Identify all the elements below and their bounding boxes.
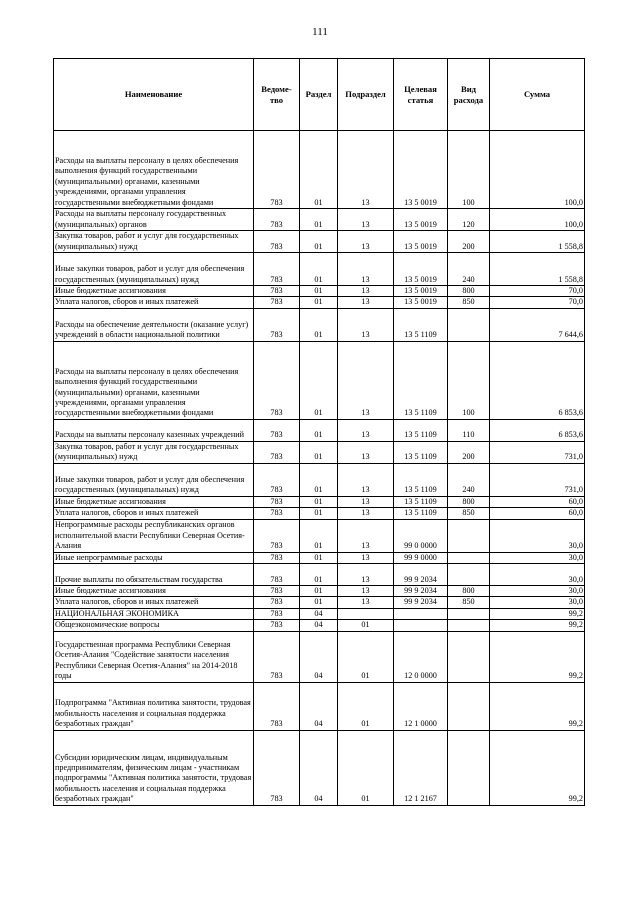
cell-name: Иные непрограммные расходы bbox=[54, 552, 254, 563]
cell-sum: 99,2 bbox=[490, 620, 585, 631]
cell-target: 13 5 1109 bbox=[394, 308, 448, 341]
cell-target: 13 5 1109 bbox=[394, 419, 448, 441]
cell-name: Закупка товаров, работ и услуг для государственных (муниципальных) нужд bbox=[54, 231, 254, 253]
cell-dept: 783 bbox=[254, 341, 300, 419]
cell-subsection: 13 bbox=[338, 552, 394, 563]
table-row bbox=[54, 586, 585, 597]
cell-sum: 1 558,8 bbox=[490, 253, 585, 286]
cell-subsection: 13 bbox=[338, 419, 394, 441]
cell-target: 13 5 0019 bbox=[394, 131, 448, 209]
cell-subsection: 13 bbox=[338, 463, 394, 496]
table-row bbox=[54, 231, 585, 253]
cell-dept: 783 bbox=[254, 253, 300, 286]
cell-subsection: 01 bbox=[338, 682, 394, 730]
cell-section: 01 bbox=[300, 496, 338, 507]
cell-expense: 100 bbox=[448, 341, 490, 419]
cell-target: 13 5 1109 bbox=[394, 341, 448, 419]
cell-target: 13 5 0019 bbox=[394, 209, 448, 231]
cell-section: 01 bbox=[300, 308, 338, 341]
cell-dept: 783 bbox=[254, 297, 300, 308]
cell-expense bbox=[448, 564, 490, 586]
cell-section: 01 bbox=[300, 441, 338, 463]
header-subsection: Подраздел bbox=[338, 59, 394, 131]
cell-expense: 850 bbox=[448, 508, 490, 519]
cell-section: 01 bbox=[300, 508, 338, 519]
cell-name: Расходы на обеспечение деятельности (оказание услуг) учреждений в области национальной политики bbox=[54, 308, 254, 341]
cell-sum: 6 853,6 bbox=[490, 419, 585, 441]
cell-section: 01 bbox=[300, 519, 338, 552]
cell-expense bbox=[448, 730, 490, 805]
cell-dept: 783 bbox=[254, 597, 300, 608]
table-row bbox=[54, 564, 585, 586]
cell-name: Расходы на выплаты персоналу казенных учреждений bbox=[54, 419, 254, 441]
table-row bbox=[54, 730, 585, 805]
table-header-row bbox=[54, 59, 585, 131]
cell-name: Субсидии юридическим лицам, индивидуальным предпринимателям, физическим лицам - участникам подпрограммы "Активная политика занятости, трудовая мобильность населения и социальная поддержка безработных граждан" bbox=[54, 730, 254, 805]
cell-section: 04 bbox=[300, 730, 338, 805]
cell-target: 99 9 0000 bbox=[394, 552, 448, 563]
table-row bbox=[54, 620, 585, 631]
cell-target: 13 5 1109 bbox=[394, 463, 448, 496]
budget-table bbox=[53, 58, 585, 806]
cell-sum: 731,0 bbox=[490, 441, 585, 463]
cell-expense: 240 bbox=[448, 253, 490, 286]
cell-sum: 99,2 bbox=[490, 631, 585, 682]
cell-name: Уплата налогов, сборов и иных платежей bbox=[54, 597, 254, 608]
header-section: Раздел bbox=[300, 59, 338, 131]
cell-name: Иные закупки товаров, работ и услуг для обеспечения государственных (муниципальных) нужд bbox=[54, 463, 254, 496]
cell-sum: 30,0 bbox=[490, 597, 585, 608]
cell-target: 99 9 2034 bbox=[394, 564, 448, 586]
cell-expense: 110 bbox=[448, 419, 490, 441]
cell-subsection: 01 bbox=[338, 631, 394, 682]
cell-sum: 30,0 bbox=[490, 586, 585, 597]
cell-section: 01 bbox=[300, 131, 338, 209]
cell-dept: 783 bbox=[254, 441, 300, 463]
cell-subsection: 13 bbox=[338, 597, 394, 608]
cell-subsection: 13 bbox=[338, 253, 394, 286]
table-row bbox=[54, 631, 585, 682]
cell-sum: 1 558,8 bbox=[490, 231, 585, 253]
cell-subsection: 13 bbox=[338, 131, 394, 209]
cell-target: 13 5 0019 bbox=[394, 253, 448, 286]
cell-name: Иные бюджетные ассигнования bbox=[54, 586, 254, 597]
table-row bbox=[54, 441, 585, 463]
table-row bbox=[54, 308, 585, 341]
cell-expense: 800 bbox=[448, 286, 490, 297]
header-sum: Сумма bbox=[490, 59, 585, 131]
cell-name: Непрограммные расходы республиканских органов исполнительной власти Республики Северная Осетия-Алания bbox=[54, 519, 254, 552]
cell-sum: 731,0 bbox=[490, 463, 585, 496]
cell-sum: 30,0 bbox=[490, 564, 585, 586]
cell-target: 13 5 0019 bbox=[394, 297, 448, 308]
table-row bbox=[54, 682, 585, 730]
cell-target bbox=[394, 620, 448, 631]
cell-name: Иные бюджетные ассигнования bbox=[54, 286, 254, 297]
header-dept: Ведоме-тво bbox=[254, 59, 300, 131]
cell-name: Прочие выплаты по обязательствам государства bbox=[54, 564, 254, 586]
cell-section: 01 bbox=[300, 341, 338, 419]
cell-expense bbox=[448, 519, 490, 552]
cell-target: 99 9 2034 bbox=[394, 586, 448, 597]
cell-dept: 783 bbox=[254, 631, 300, 682]
cell-subsection: 13 bbox=[338, 308, 394, 341]
cell-section: 04 bbox=[300, 608, 338, 619]
cell-section: 01 bbox=[300, 297, 338, 308]
cell-target: 99 0 0000 bbox=[394, 519, 448, 552]
cell-expense: 120 bbox=[448, 209, 490, 231]
cell-name: Уплата налогов, сборов и иных платежей bbox=[54, 297, 254, 308]
cell-dept: 783 bbox=[254, 286, 300, 297]
cell-section: 01 bbox=[300, 463, 338, 496]
cell-section: 01 bbox=[300, 253, 338, 286]
cell-subsection: 13 bbox=[338, 519, 394, 552]
cell-target: 13 5 0019 bbox=[394, 286, 448, 297]
cell-name: Закупка товаров, работ и услуг для государственных (муниципальных) нужд bbox=[54, 441, 254, 463]
cell-expense bbox=[448, 682, 490, 730]
cell-subsection: 13 bbox=[338, 564, 394, 586]
cell-dept: 783 bbox=[254, 231, 300, 253]
table-row bbox=[54, 608, 585, 619]
table-row bbox=[54, 552, 585, 563]
cell-expense: 100 bbox=[448, 131, 490, 209]
cell-expense bbox=[448, 608, 490, 619]
cell-section: 01 bbox=[300, 231, 338, 253]
cell-expense: 850 bbox=[448, 597, 490, 608]
cell-sum: 70,0 bbox=[490, 286, 585, 297]
cell-sum: 100,0 bbox=[490, 209, 585, 231]
cell-subsection: 13 bbox=[338, 586, 394, 597]
cell-sum: 99,2 bbox=[490, 730, 585, 805]
cell-target: 12 1 2167 bbox=[394, 730, 448, 805]
table-row bbox=[54, 419, 585, 441]
cell-sum: 100,0 bbox=[490, 131, 585, 209]
table-row bbox=[54, 519, 585, 552]
cell-sum: 6 853,6 bbox=[490, 341, 585, 419]
header-expense: Вид расхода bbox=[448, 59, 490, 131]
table-row bbox=[54, 341, 585, 419]
cell-expense: 240 bbox=[448, 463, 490, 496]
cell-subsection: 13 bbox=[338, 286, 394, 297]
cell-expense bbox=[448, 308, 490, 341]
cell-dept: 783 bbox=[254, 552, 300, 563]
cell-dept: 783 bbox=[254, 209, 300, 231]
cell-section: 01 bbox=[300, 209, 338, 231]
table-row bbox=[54, 209, 585, 231]
cell-name: Уплата налогов, сборов и иных платежей bbox=[54, 508, 254, 519]
cell-section: 01 bbox=[300, 586, 338, 597]
cell-target: 13 5 0019 bbox=[394, 231, 448, 253]
header-target: Целевая статья bbox=[394, 59, 448, 131]
page-number: 111 bbox=[312, 26, 328, 38]
cell-sum: 99,2 bbox=[490, 682, 585, 730]
cell-name: Иные бюджетные ассигнования bbox=[54, 496, 254, 507]
cell-dept: 783 bbox=[254, 308, 300, 341]
cell-dept: 783 bbox=[254, 496, 300, 507]
table-row bbox=[54, 297, 585, 308]
cell-subsection: 13 bbox=[338, 231, 394, 253]
cell-expense bbox=[448, 552, 490, 563]
cell-section: 01 bbox=[300, 552, 338, 563]
cell-name: НАЦИОНАЛЬНАЯ ЭКОНОМИКА bbox=[54, 608, 254, 619]
cell-section: 01 bbox=[300, 564, 338, 586]
cell-expense: 800 bbox=[448, 586, 490, 597]
cell-target: 99 9 2034 bbox=[394, 597, 448, 608]
cell-target: 12 1 0000 bbox=[394, 682, 448, 730]
cell-name: Расходы на выплаты персоналу государственных (муниципальных) органов bbox=[54, 209, 254, 231]
cell-dept: 783 bbox=[254, 608, 300, 619]
cell-name: Расходы на выплаты персоналу в целях обеспечения выполнения функций государственными (муниципальными) органами, казенными учреждениями, органами управления государственными внебюджетными фондами bbox=[54, 341, 254, 419]
table-row bbox=[54, 253, 585, 286]
cell-sum: 60,0 bbox=[490, 508, 585, 519]
cell-subsection: 13 bbox=[338, 496, 394, 507]
table-row bbox=[54, 508, 585, 519]
cell-target: 13 5 1109 bbox=[394, 441, 448, 463]
cell-sum: 30,0 bbox=[490, 519, 585, 552]
cell-dept: 783 bbox=[254, 131, 300, 209]
cell-sum: 99,2 bbox=[490, 608, 585, 619]
cell-target: 12 0 0000 bbox=[394, 631, 448, 682]
table-row bbox=[54, 463, 585, 496]
cell-name: Общеэкономические вопросы bbox=[54, 620, 254, 631]
cell-target: 13 5 1109 bbox=[394, 496, 448, 507]
cell-dept: 783 bbox=[254, 620, 300, 631]
table-row bbox=[54, 496, 585, 507]
cell-section: 01 bbox=[300, 286, 338, 297]
cell-subsection bbox=[338, 608, 394, 619]
table-row bbox=[54, 131, 585, 209]
cell-sum: 30,0 bbox=[490, 552, 585, 563]
cell-section: 04 bbox=[300, 620, 338, 631]
cell-sum: 60,0 bbox=[490, 496, 585, 507]
table-row bbox=[54, 286, 585, 297]
cell-name: Иные закупки товаров, работ и услуг для обеспечения государственных (муниципальных) нужд bbox=[54, 253, 254, 286]
cell-subsection: 13 bbox=[338, 341, 394, 419]
cell-subsection: 13 bbox=[338, 209, 394, 231]
cell-section: 04 bbox=[300, 682, 338, 730]
cell-subsection: 01 bbox=[338, 730, 394, 805]
cell-section: 04 bbox=[300, 631, 338, 682]
cell-name: Государственная программа Республики Северная Осетия-Алания "Содействие занятости населения Республики Северная Осетия-Алания" на 2014-2018 годы bbox=[54, 631, 254, 682]
cell-subsection: 13 bbox=[338, 441, 394, 463]
cell-expense: 850 bbox=[448, 297, 490, 308]
table-row bbox=[54, 597, 585, 608]
cell-expense: 800 bbox=[448, 496, 490, 507]
header-name: Наименование bbox=[54, 59, 254, 131]
cell-expense: 200 bbox=[448, 441, 490, 463]
cell-dept: 783 bbox=[254, 419, 300, 441]
cell-target: 13 5 1109 bbox=[394, 508, 448, 519]
cell-expense bbox=[448, 620, 490, 631]
cell-sum: 70,0 bbox=[490, 297, 585, 308]
cell-expense bbox=[448, 631, 490, 682]
cell-target bbox=[394, 608, 448, 619]
cell-section: 01 bbox=[300, 419, 338, 441]
cell-subsection: 13 bbox=[338, 297, 394, 308]
cell-sum: 7 644,6 bbox=[490, 308, 585, 341]
cell-dept: 783 bbox=[254, 519, 300, 552]
cell-subsection: 01 bbox=[338, 620, 394, 631]
cell-name: Расходы на выплаты персоналу в целях обеспечения выполнения функций государственными (муниципальными) органами, казенными учреждениями, органами управления государственными внебюджетными фондами bbox=[54, 131, 254, 209]
cell-section: 01 bbox=[300, 597, 338, 608]
cell-name: Подпрограмма "Активная политика занятости, трудовая мобильность населения и социальная поддержка безработных граждан" bbox=[54, 682, 254, 730]
cell-dept: 783 bbox=[254, 682, 300, 730]
cell-dept: 783 bbox=[254, 508, 300, 519]
cell-dept: 783 bbox=[254, 564, 300, 586]
cell-dept: 783 bbox=[254, 463, 300, 496]
table-body bbox=[54, 131, 585, 806]
cell-dept: 783 bbox=[254, 730, 300, 805]
cell-dept: 783 bbox=[254, 586, 300, 597]
cell-subsection: 13 bbox=[338, 508, 394, 519]
cell-expense: 200 bbox=[448, 231, 490, 253]
